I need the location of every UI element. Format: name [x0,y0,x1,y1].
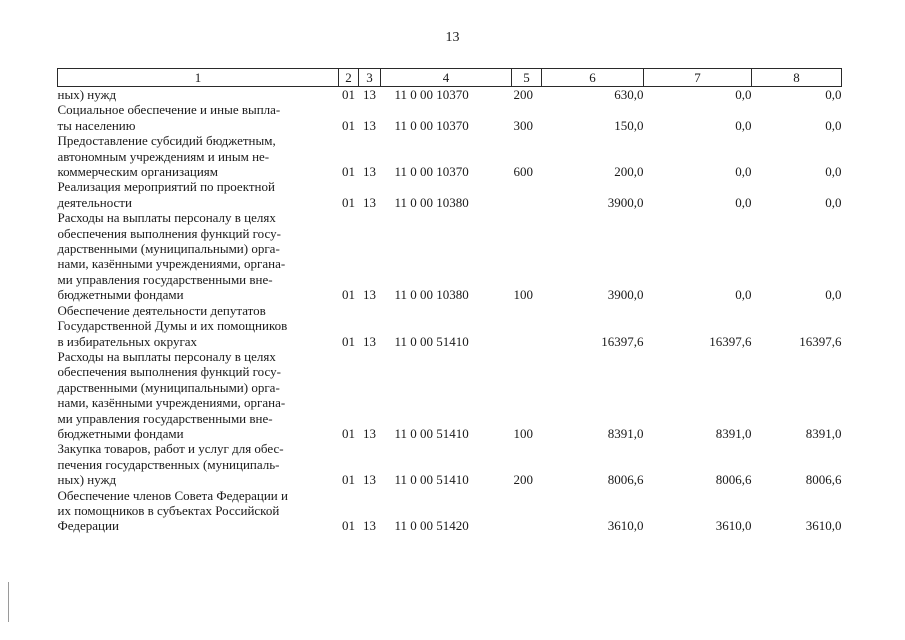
header-col-5: 5 [512,69,542,87]
subsection-code: 13 [363,333,376,349]
section-code: 01 [342,194,355,210]
description-line: Предоставление субсидий бюджетным, [57,133,276,149]
row-description [58,441,339,487]
expense-type-code: 200 [513,87,533,102]
expense-type-code: 600 [513,164,533,180]
description-line: Федерации [57,518,119,534]
table-row [58,133,842,179]
amount-col-8: 0,0 [825,287,842,303]
amount-col-8: 8006,6 [805,472,842,488]
section-code: 01 [342,117,355,133]
amount-col-6: 3900,0 [607,287,644,303]
table-row [58,488,842,534]
description-line: ты населению [57,117,136,133]
amount-col-7: 3610,0 [715,518,752,534]
amount-col-8: 16397,6 [799,333,842,349]
table-body [58,87,842,534]
description-line: бюджетными фондами [57,425,184,441]
amount-col-7: 0,0 [735,287,752,303]
amount-col-7: 0,0 [735,87,752,102]
header-col-8: 8 [752,69,842,87]
amount-col-8: 3610,0 [805,518,842,534]
subsection-code: 13 [363,164,376,180]
subsection-code: 13 [363,117,376,133]
description-line: ных) нужд [57,87,117,102]
description-line: нами, казёнными учреждениями, органа- [57,395,286,411]
table-row [58,179,842,210]
header-col-6: 6 [542,69,644,87]
amount-col-6: 8391,0 [607,425,644,441]
amount-col-6: 3900,0 [607,194,644,210]
description-line: дарственными (муниципальными) орга- [57,241,280,257]
target-article-code: 11 0 00 10380 [394,194,469,210]
description-line: Реализация мероприятий по проектной [57,179,275,195]
description-line: Расходы на выплаты персоналу в целях [57,210,276,226]
header-col-1: 1 [58,69,339,87]
description-line: ных) нужд [57,472,117,488]
amount-col-6: 200,0 [614,164,644,180]
table-row [58,303,842,349]
budget-table [57,68,842,534]
subsection-code: 13 [363,287,376,303]
expense-type-code [512,303,542,349]
target-article-code: 11 0 00 51420 [394,518,469,534]
amount-col-7: 8391,0 [715,425,752,441]
amount-col-7: 0,0 [735,194,752,210]
expense-type-code [512,488,542,534]
page-number: 13 [445,30,460,45]
description-line: ми управления государственными вне- [57,410,273,426]
row-description [58,349,339,441]
description-line: Социальное обеспечение и иные выпла- [57,102,281,118]
header-col-7: 7 [644,69,752,87]
amount-col-6: 3610,0 [607,518,644,534]
target-article-code: 11 0 00 10370 [394,87,469,102]
target-article-code: 11 0 00 51410 [394,425,469,441]
expense-type-code: 200 [513,472,533,488]
table-row [58,349,842,441]
table-row [58,87,842,103]
subsection-code: 13 [363,518,376,534]
subsection-code: 13 [363,87,376,102]
expense-type-code [512,179,542,210]
description-line: дарственными (муниципальными) орга- [57,379,280,395]
target-article-code: 11 0 00 10370 [394,117,469,133]
table-row [58,102,842,133]
section-code: 01 [342,518,355,534]
amount-col-8: 0,0 [825,87,842,102]
section-code: 01 [342,164,355,180]
section-code: 01 [342,472,355,488]
amount-col-6: 150,0 [614,117,644,133]
amount-col-7: 8006,6 [715,472,752,488]
description-line: нами, казёнными учреждениями, органа- [57,256,286,272]
target-article-code: 11 0 00 51410 [394,333,469,349]
description-line: печения государственных (муниципаль- [57,456,280,472]
description-line: ми управления государственными вне- [57,271,273,287]
row-description [58,210,339,302]
subsection-code: 13 [363,194,376,210]
header-col-3: 3 [359,69,381,87]
amount-col-6: 8006,6 [607,472,644,488]
target-article-code: 11 0 00 10380 [394,287,469,303]
description-line: деятельности [57,194,132,210]
header-col-2: 2 [339,69,359,87]
description-line: Обеспечение деятельности депутатов [57,302,266,318]
description-line: бюджетными фондами [57,287,184,303]
amount-col-7: 0,0 [735,117,752,133]
description-line: коммерческим организациям [57,164,219,180]
description-line: Расходы на выплаты персоналу в целях [57,348,276,364]
row-description [58,303,339,349]
subsection-code: 13 [363,472,376,488]
amount-col-8: 0,0 [825,194,842,210]
amount-col-6: 16397,6 [601,333,644,349]
amount-col-8: 0,0 [825,164,842,180]
amount-col-7: 16397,6 [709,333,752,349]
description-line: в избирательных округах [57,333,198,349]
table-header [58,69,842,87]
description-line: Государственной Думы и их помощников [57,318,288,334]
amount-col-8: 0,0 [825,117,842,133]
table-row [58,441,842,487]
description-line: Закупка товаров, работ и услуг для обес- [57,441,284,457]
description-line: обеспечения выполнения функций госу- [57,225,281,241]
description-line: Обеспечение членов Совета Федерации и [57,487,288,503]
expense-type-code: 100 [513,287,533,303]
row-description [58,87,339,103]
description-line: обеспечения выполнения функций госу- [57,364,281,380]
header-row [58,69,842,87]
amount-col-6: 630,0 [614,87,644,102]
scan-edge-mark [8,582,9,622]
section-code: 01 [342,425,355,441]
row-description [58,102,339,133]
description-line: автономным учреждениям и иным не- [57,148,270,164]
row-description [58,133,339,179]
amount-col-7: 0,0 [735,164,752,180]
description-line: их помощников в субъектах Российской [57,502,280,518]
target-article-code: 11 0 00 51410 [394,472,469,488]
section-code: 01 [342,333,355,349]
expense-type-code: 300 [513,117,533,133]
section-code: 01 [342,287,355,303]
row-description [58,179,339,210]
section-code: 01 [342,87,355,102]
subsection-code: 13 [363,425,376,441]
expense-type-code: 100 [513,425,533,441]
amount-col-8: 8391,0 [805,425,842,441]
target-article-code: 11 0 00 10370 [394,164,469,180]
table-row [58,210,842,302]
row-description [58,488,339,534]
header-col-4: 4 [381,69,512,87]
